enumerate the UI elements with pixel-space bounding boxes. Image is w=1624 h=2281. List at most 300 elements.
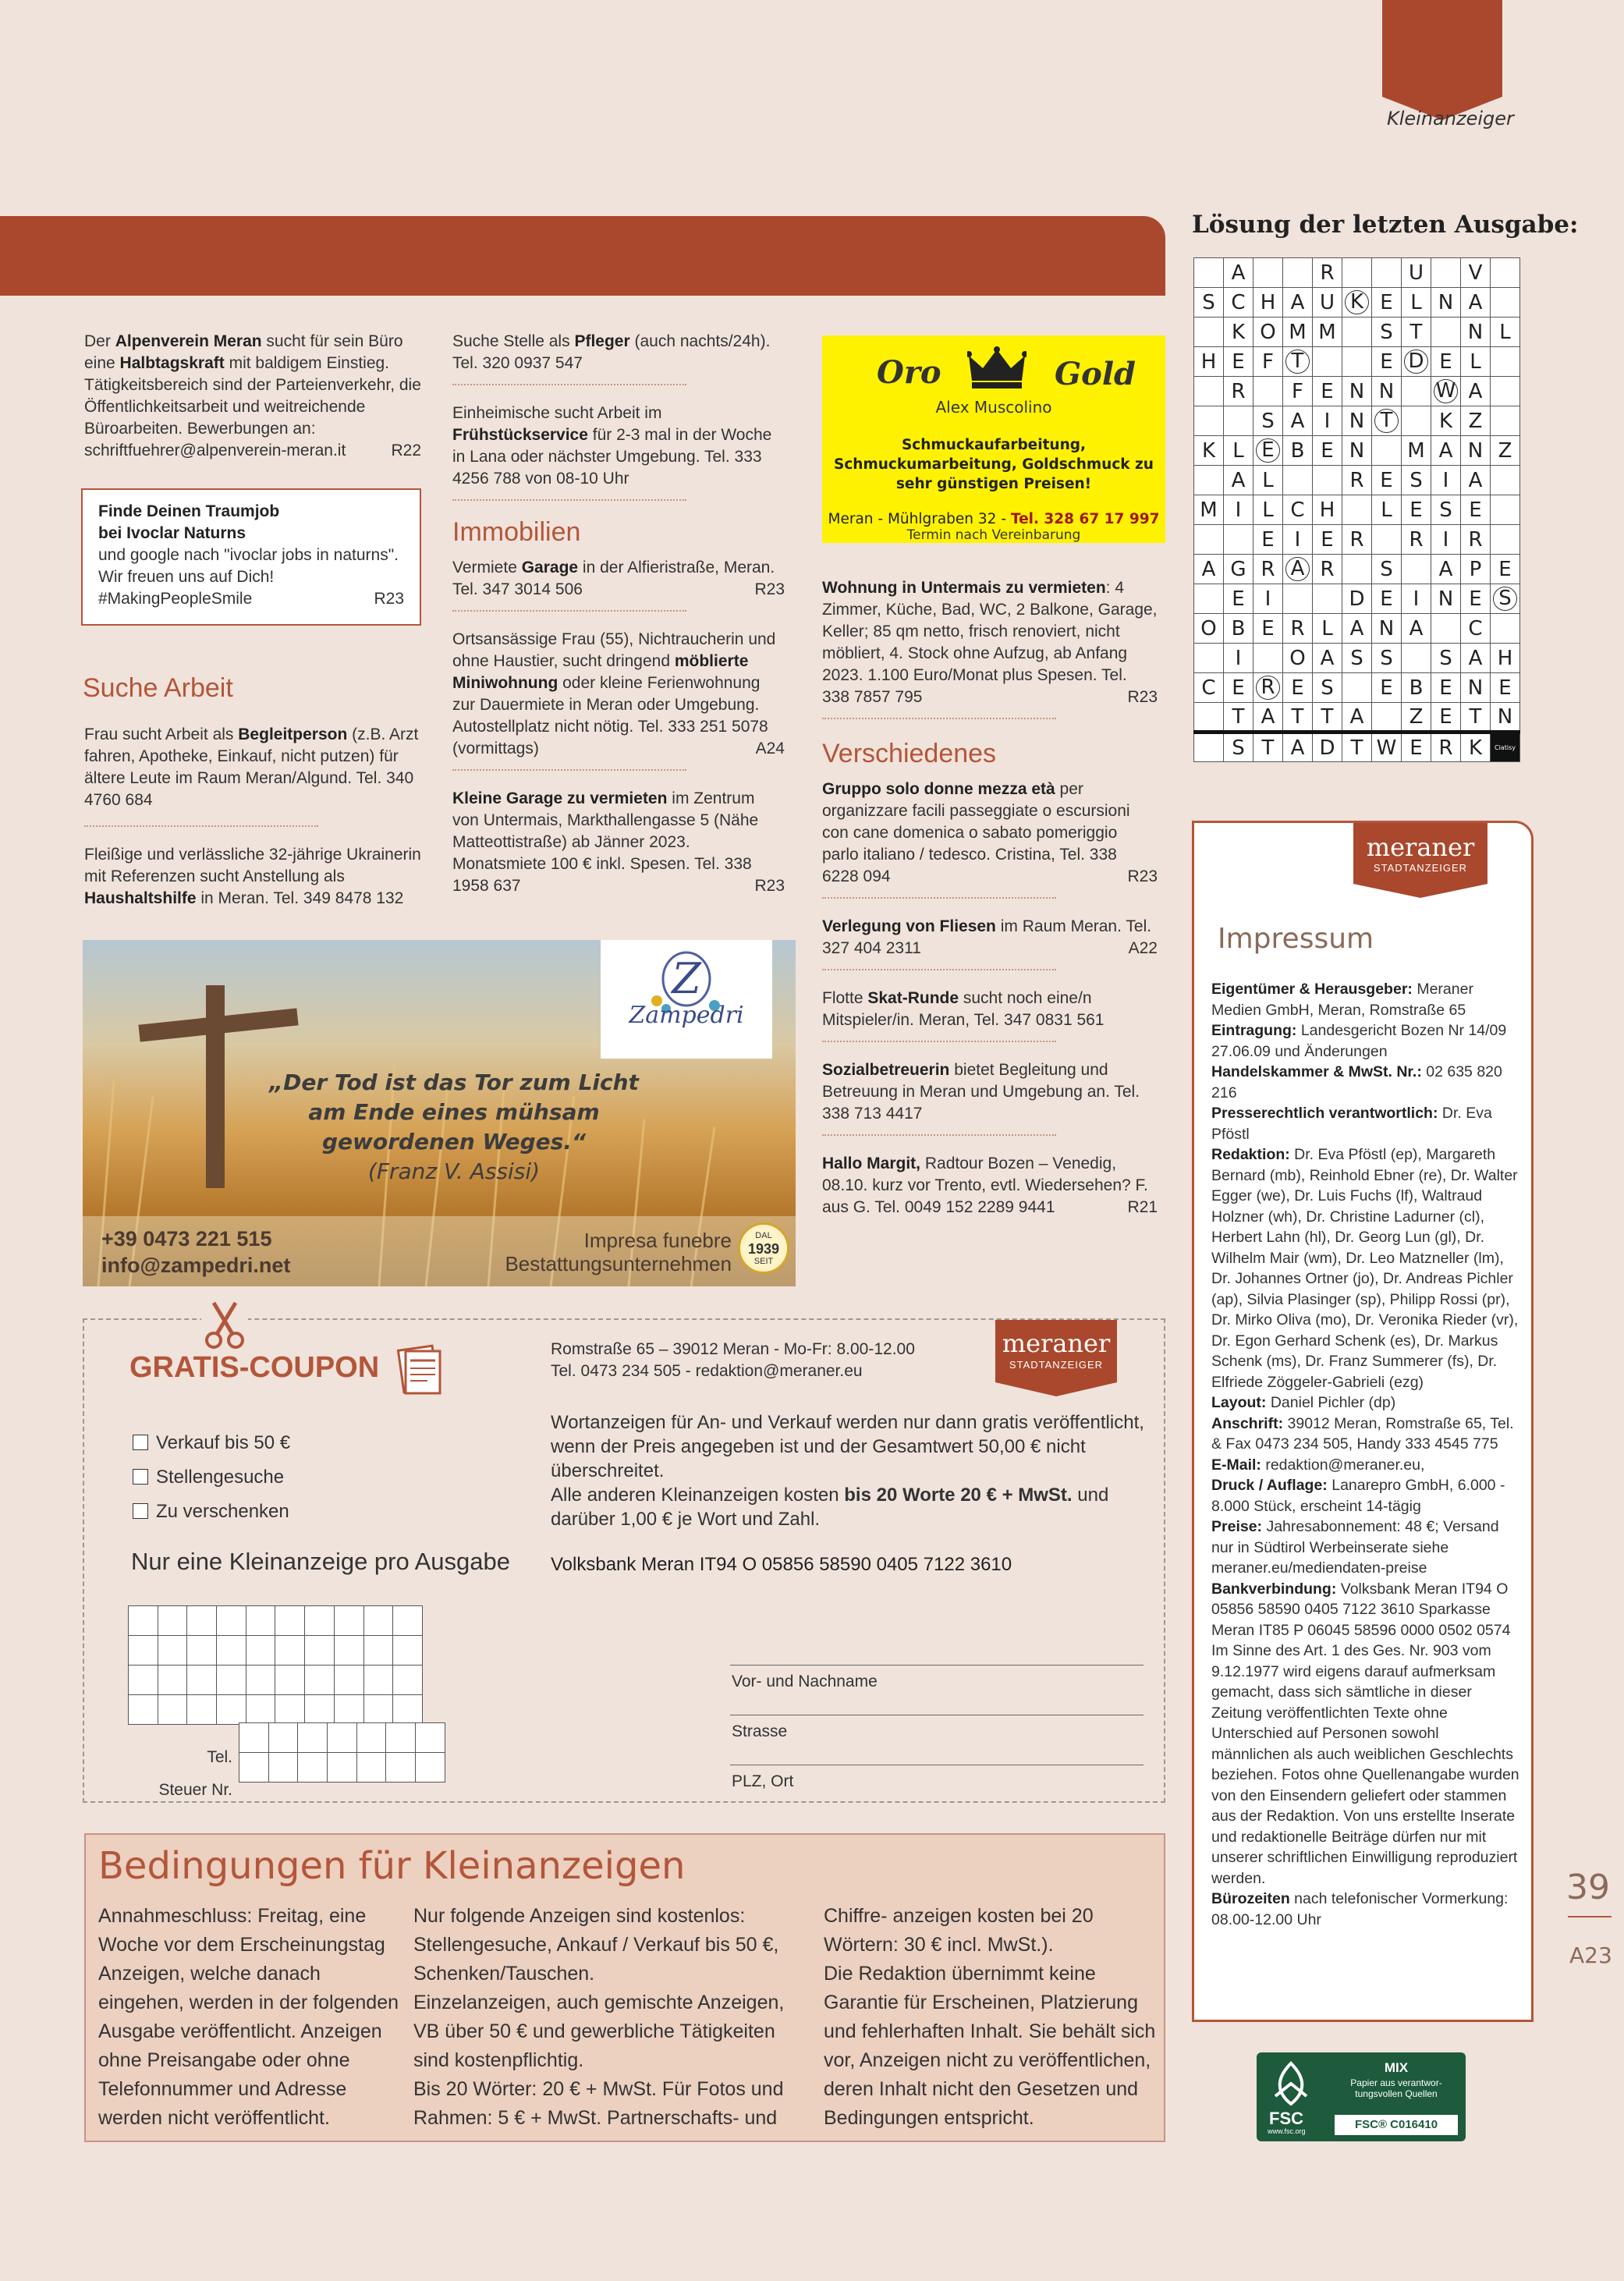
heading-immobilien: Immobilien [452, 517, 581, 547]
ad-zampedri [83, 940, 796, 1286]
crossword-cell: T [1283, 703, 1313, 733]
crossword-cell: Z [1491, 436, 1520, 466]
crossword-cell: A [1283, 288, 1313, 317]
crossword-cell: R [1342, 525, 1372, 555]
zampedri-logo: Z Zampedri [601, 940, 772, 1059]
crossword-cell [1491, 614, 1520, 644]
crossword-cell: A [1402, 614, 1431, 644]
crossword-cell: R [1283, 614, 1313, 644]
crossword-cell: N [1461, 436, 1491, 466]
header-tab [1382, 0, 1502, 97]
crossword-cell: G [1224, 555, 1253, 584]
conditions-col-3: Chiffre- anzeigen kosten bei 20 Wörtern: 30 € incl. MwSt.). Die Redaktion übernimmt keine Garantie für Erscheinen, Platzierung und fehlerhaften Inhalt. Sie behält sich vor, Anzeigen nicht zu veröffentlichen, deren Inhalt nicht den Gesetzen und Bedingungen entspricht. [824, 1905, 1156, 2129]
crossword-cell: R [1461, 525, 1491, 555]
grid-cell[interactable] [334, 1695, 363, 1725]
grid-cell[interactable] [305, 1695, 335, 1725]
grid-cell[interactable] [356, 1723, 386, 1753]
page-number: 39 [1566, 1868, 1610, 1907]
grid-cell[interactable] [305, 1666, 335, 1695]
crossword-cell: E [1372, 466, 1402, 495]
ad-alpenverein: Der Alpenverein Meran sucht für sein Büro eine Halbtagskraft mit baldigem Einstieg. Tätigkeitsbereich sind der Parteienverkehr, die Öffentlichkeitsarbeit und weitreichende Büroarbeiten. Bewerbungen an: schriftfuehrer@alpenverein-meran.it R22 [84, 332, 421, 459]
grid-cell[interactable] [386, 1723, 416, 1753]
grid-cell[interactable] [393, 1636, 423, 1666]
crossword-cell: E [1224, 584, 1253, 614]
grid-cell[interactable] [363, 1666, 393, 1695]
crossword-cell [1491, 466, 1520, 495]
crossword-cell [1253, 644, 1283, 673]
crossword-cell: I [1431, 525, 1461, 555]
crossword-cell: B [1402, 673, 1431, 703]
crossword-cell [1431, 258, 1461, 288]
crossword-credit: Ciatisy [1491, 733, 1520, 762]
crossword-cell: Z [1402, 703, 1431, 733]
crossword-cell [1283, 466, 1313, 495]
crossword-cell: L [1491, 317, 1520, 347]
grid-cell[interactable] [393, 1606, 423, 1636]
checkbox[interactable] [133, 1503, 148, 1519]
crossword-cell: L [1253, 466, 1283, 495]
coupon-title: GRATIS-COUPON [129, 1351, 380, 1384]
crossword-cell: N [1461, 673, 1491, 703]
crossword-cell: S [1402, 466, 1431, 495]
crossword-cell: M [1283, 317, 1313, 347]
crossword-cell: L [1402, 288, 1431, 317]
crossword-cell [1194, 644, 1224, 673]
crossword-cell: U [1313, 288, 1342, 317]
funeral-service: Impresa funebre Bestattungsunternehmen [505, 1229, 732, 1275]
conditions-box [84, 1833, 1165, 2142]
crossword-cell: N [1342, 436, 1372, 466]
crossword-cell: N [1372, 614, 1402, 644]
crossword-cell [1342, 555, 1372, 584]
crossword-grid [1193, 257, 1520, 762]
crossword-cell: T [1253, 733, 1283, 762]
crossword-cell: D [1402, 347, 1431, 377]
crossword-cell: S [1313, 673, 1342, 703]
crossword-cell: R [1253, 673, 1283, 703]
city-label: PLZ, Ort [732, 1772, 794, 1790]
crossword-cell [1194, 466, 1224, 495]
crossword-cell: N [1372, 377, 1402, 406]
crossword-cell: A [1461, 288, 1491, 317]
grid-cell[interactable] [298, 1723, 328, 1753]
grid-cell[interactable] [187, 1695, 217, 1725]
crossword-cell [1431, 614, 1461, 644]
crossword-cell: L [1224, 436, 1253, 466]
crossword-cell [1194, 406, 1224, 436]
crossword-cell: E [1283, 673, 1313, 703]
crossword-cell: A [1461, 644, 1491, 673]
grid-cell[interactable] [363, 1636, 393, 1666]
crossword-cell: S [1253, 406, 1283, 436]
grid-cell[interactable] [363, 1606, 393, 1636]
grid-cell[interactable] [217, 1636, 246, 1666]
crossword-cell: I [1313, 406, 1342, 436]
crossword-cell: M [1402, 436, 1431, 466]
grid-cell[interactable] [393, 1695, 423, 1725]
scissors-icon [201, 1300, 248, 1350]
crown-icon [967, 346, 1027, 390]
crossword-cell: T [1283, 347, 1313, 377]
crossword-cell [1313, 584, 1342, 614]
crossword-cell [1194, 258, 1224, 288]
crossword-cell: A [1283, 733, 1313, 762]
grid-cell[interactable] [187, 1666, 217, 1695]
crossword-cell: W [1431, 377, 1461, 406]
crossword-cell [1372, 258, 1402, 288]
grid-cell[interactable] [268, 1753, 298, 1783]
contact-field-labels: Tel. Steuer Nr. [158, 1748, 232, 1799]
grid-cell[interactable] [334, 1666, 363, 1695]
impressum-title: Impressum [1218, 923, 1374, 955]
crossword-cell: T [1402, 317, 1431, 347]
crossword-cell: A [1253, 703, 1283, 733]
crossword-cell: R [1313, 555, 1342, 584]
crossword-cell: V [1461, 258, 1491, 288]
crossword-cell: A [1342, 614, 1372, 644]
crossword-cell [1491, 495, 1520, 525]
grid-cell[interactable] [246, 1636, 275, 1666]
crossword-cell [1283, 584, 1313, 614]
ad-ivoclar-box: Finde Deinen Traumjob bei Ivoclar Naturns und google nach "ivoclar jobs in naturns". Wir freuen uns auf Dich! #MakingPeopleSmile R23 [81, 488, 421, 626]
crossword-cell: E [1431, 347, 1461, 377]
grid-cell[interactable] [158, 1666, 187, 1695]
crossword-cell: Z [1461, 406, 1491, 436]
crossword-cell: E [1461, 495, 1491, 525]
crossword-cell: I [1402, 584, 1431, 614]
coupon-contact: Romstraße 65 – 39012 Meran - Mo-Fr: 8.00-12.00 Tel. 0473 234 505 - redaktion@meraner.eu [551, 1340, 915, 1380]
crossword-cell [1402, 644, 1431, 673]
crossword-cell [1372, 525, 1402, 555]
crossword-cell [1253, 258, 1283, 288]
crossword-cell: N [1431, 584, 1461, 614]
crossword-cell: E [1372, 288, 1402, 317]
heading-verschiedenes: Verschiedenes [822, 739, 997, 768]
crossword-cell: N [1491, 703, 1520, 733]
crossword-cell [1431, 317, 1461, 347]
crossword-cell: N [1461, 317, 1491, 347]
crossword-cell [1402, 555, 1431, 584]
crossword-cell: I [1253, 584, 1283, 614]
grid-cell[interactable] [328, 1723, 357, 1753]
crossword-cell: O [1283, 644, 1313, 673]
grid-cell[interactable] [334, 1606, 363, 1636]
grid-cell[interactable] [129, 1636, 158, 1666]
crossword-cell: I [1224, 644, 1253, 673]
crossword-cell [1194, 584, 1224, 614]
page-divider [1568, 1916, 1612, 1917]
crossword-cell: E [1431, 703, 1461, 733]
crossword-cell: F [1283, 377, 1313, 406]
crossword-cell: S [1342, 644, 1372, 673]
crossword-cell: E [1224, 347, 1253, 377]
grid-cell[interactable] [239, 1723, 269, 1753]
crossword-cell: E [1402, 733, 1431, 762]
crossword-cell: A [1431, 436, 1461, 466]
crossword-cell: N [1342, 406, 1372, 436]
grid-cell[interactable] [217, 1666, 246, 1695]
crossword-cell [1313, 347, 1342, 377]
crossword-cell: U [1402, 258, 1431, 288]
crossword-cell: E [1372, 584, 1402, 614]
grid-cell[interactable] [129, 1695, 158, 1725]
grid-cell[interactable] [356, 1753, 386, 1783]
funeral-contact: +39 0473 221 515 info@zampedri.net [101, 1227, 291, 1277]
crossword-cell: E [1461, 584, 1491, 614]
crossword-cell [1491, 406, 1520, 436]
name-line[interactable] [730, 1665, 1144, 1666]
crossword-cell: R [1431, 733, 1461, 762]
crossword-cell: S [1372, 317, 1402, 347]
crossword-cell: S [1431, 644, 1461, 673]
crossword-cell: S [1372, 644, 1402, 673]
grid-cell[interactable] [275, 1606, 305, 1636]
one-ad-note: Nur eine Kleinanzeige pro Ausgabe [131, 1548, 511, 1575]
grid-cell[interactable] [158, 1606, 187, 1636]
header-banner [0, 216, 1165, 296]
crossword-cell [1491, 347, 1520, 377]
crossword-cell: E [1253, 614, 1283, 644]
option-verkauf[interactable]: Verkauf bis 50 € [133, 1426, 290, 1460]
crossword-cell: E [1313, 525, 1342, 555]
checkbox[interactable] [133, 1469, 148, 1485]
crossword-cell [1402, 406, 1431, 436]
crossword-cell [1342, 347, 1372, 377]
section-label: Kleinanzeiger [1387, 108, 1514, 129]
grid-cell[interactable] [298, 1753, 328, 1783]
crossword-cell: H [1313, 495, 1342, 525]
crossword-cell: B [1283, 436, 1313, 466]
grid-cell[interactable] [239, 1753, 269, 1783]
grid-cell[interactable] [217, 1606, 246, 1636]
crossword-cell: F [1253, 347, 1283, 377]
crossword-cell: A [1194, 555, 1224, 584]
crossword-cell: T [1461, 703, 1491, 733]
crossword-cell: T [1313, 703, 1342, 733]
crossword-cell [1224, 406, 1253, 436]
crossword-cell: N [1342, 377, 1372, 406]
conditions-col-2: Nur folgende Anzeigen sind kostenlos: Stellengesuche, Ankauf / Verkauf bis 50 €, Schenken/Tauschen. Einzelanzeigen, auch gemischte Anzeigen, VB über 50 € und gewerbliche Tätigkeiten sind kostenpflichtig. Bis 20 Wörter: 20 € + MwSt. Für Fotos und Rahmen: 5 € + MwSt. Partnerschafts- und [413, 1905, 785, 2129]
crossword-cell [1194, 733, 1224, 762]
crossword-cell: M [1313, 317, 1342, 347]
conditions-col-1: Annahmeschluss: Freitag, eine Woche vor dem Erscheinungstag Anzeigen, welche danach eingehen, werden in der folgenden Ausgabe veröffentlicht. Anzeigen ohne Preisangabe oder ohne Telefonnummer und Adresse werden nicht veröffentlicht. [98, 1905, 399, 2129]
crossword-cell: D [1313, 733, 1342, 762]
crossword-cell: R [1224, 377, 1253, 406]
grid-cell[interactable] [217, 1695, 246, 1725]
crossword-cell: I [1431, 466, 1461, 495]
grid-cell[interactable] [187, 1606, 217, 1636]
crossword-cell: A [1224, 258, 1253, 288]
crossword-cell: E [1313, 377, 1342, 406]
grid-cell[interactable] [129, 1666, 158, 1695]
crossword-cell: A [1313, 644, 1342, 673]
crossword-cell: C [1461, 614, 1491, 644]
crossword-cell: K [1342, 288, 1372, 317]
crossword-cell [1342, 258, 1372, 288]
crossword-cell: C [1224, 288, 1253, 317]
fsc-tree-icon [1268, 2060, 1314, 2109]
grid-cell[interactable] [187, 1636, 217, 1666]
impressum-text: Eigentümer & Herausgeber: Meraner Medien GmbH, Meran, Romstraße 65 Eintragung: Landesgericht Bozen Nr 14/09 27.06.09 und Änderungen Handelskammer & MwSt. Nr.: 02 635 820 216 Presserechtlich verantwortlich: Dr. Eva Pföstl Redaktion: Dr. Eva Pföstl (ep), Margareth Bernard (mb), Reinhold Ebner (re), Dr. Walter Egger (we), Dr. Luis Fuchs (lf), Waltraud Holzner (wh), Dr. Christine Ladurner (cl), Herbert Lahn (hl), Dr. Georg Lun (gl), Dr. Wilhelm Mair (wm), Dr. Leo Matzneller (lm), Dr. Johannes Ortner (jo), Dr. Andreas Pichler (ap), Silvia Plasinger (sp), Philipp Rossi (pr), Dr. Mirko Oliva (mo), Dr. Veronika Rieder (vr), Dr. Egon Gerhard Schenk (es), Dr. Markus Schenk (ms), Dr. Franz Summerer (fs), Dr. Elfriede Zöggeler-Gabrieli (ezg) Layout: Daniel Pichler (dp) Anschrift: 39012 Meran, Romstraße 65, Tel. & Fax 0473 234 505, Handy 333 4545 775 E-Mail: redaktion@meraner.eu, Druck / Auflage: Lanarepro GmbH, 6.000 - 8.000 Stück, erscheint 14-tägig Preise: Jahresabonnement: 48 €; Versand nur in Südtirol Werbeinserate siehe meraner.eu/mediendaten-preise Bankverbindung: Volksbank Meran IT94 O 05856 58590 0405 7122 3610 Sparkasse Meran IT85 P 06045 58596 0000 0502 0574 Im Sinne des Art. 1 des Ges. Nr. 903 vom 9.12.1977 wird eigens darauf aufmerksam gemacht, dass sich sämtliche in dieser Zeitung veröffentlichten Texte ohne Unterschied auf Personen sowohl männlichen als auch weiblichen Geschlechts beziehen. Fotos ohne Quellenangabe wurden von den Einsendern geliefert oder stammen aus der Redaktion. Von uns erstellte Inserate und redaktionelle Beiträge dürfen nur mit unserer schriftlichen Einwilligung reproduziert werden. Bürozeiten nach telefonischer Vormerkung: 08.00-12.00 Uhr [1211, 981, 1519, 1928]
crossword-cell [1194, 317, 1224, 347]
crossword-cell: C [1283, 495, 1313, 525]
crossword-cell: H [1253, 288, 1283, 317]
crossword-cell [1372, 436, 1402, 466]
crossword-cell: H [1491, 644, 1520, 673]
grid-cell[interactable] [158, 1695, 187, 1725]
crossword-cell: L [1461, 347, 1491, 377]
column-2: Suche Stelle als Pfleger (auch nachts/24h). Tel. 320 0937 547 Einheimische sucht Arbeit im Frühstückservice für 2-3 mal in der Woche in Lana oder nächster Umgebung. Tel. 333 4256 788 von 08-10 Uhr Immobilien Vermiete Garage in der Alfieristraße, Meran. Tel. 347 3014 506 R23 Ortsansässige Frau (55), Nichtraucherin und ohne Haustier, sucht dringend möblierte Miniwohnung oder kleine Ferienwohnung zur Dauermiete in Meran oder Umgebung. Autostellplatz nicht nötig. Tel. 333 251 5078 (vormittags) A24 Kleine Garage zu vermieten im Zentrum von Untermais, Markthallengasse 5 (Nähe Matteottistraße) ab Jänner 2023. Monatsmiete 100 € inkl. Spesen. Tel. 338 1958 637 R23 [452, 332, 785, 895]
grid-cell[interactable] [393, 1666, 423, 1695]
grid-cell[interactable] [416, 1753, 445, 1783]
grid-cell[interactable] [275, 1695, 305, 1725]
crossword-cell: C [1194, 673, 1224, 703]
crossword-cell: L [1253, 495, 1283, 525]
crossword-cell: A [1342, 703, 1372, 733]
crossword-cell: R [1402, 525, 1431, 555]
crossword-cell: K [1224, 317, 1253, 347]
crossword-cell: R [1253, 555, 1283, 584]
crossword-cell: E [1224, 673, 1253, 703]
grid-cell[interactable] [386, 1753, 416, 1783]
fsc-badge: FSC www.fsc.org MIX Papier aus verantwor- tungsvollen Quellen FSC® C016410 [1257, 2052, 1466, 2141]
impressum-logo: meraner STADTANZEIGER [1353, 823, 1487, 884]
crossword-cell [1491, 525, 1520, 555]
crossword-cell: E [1313, 436, 1342, 466]
heading-suche-arbeit: Suche Arbeit [83, 673, 233, 703]
option-stellengesuche[interactable]: Stellengesuche [133, 1460, 290, 1495]
crossword-cell: K [1194, 436, 1224, 466]
crossword-cell [1491, 288, 1520, 317]
grid-cell[interactable] [416, 1723, 445, 1753]
crossword-cell: O [1253, 317, 1283, 347]
word-grid[interactable] [128, 1605, 423, 1725]
conditions-title: Bedingungen für Kleinanzeigen [98, 1844, 686, 1888]
crossword-cell [1402, 377, 1431, 406]
crossword-cell: A [1224, 466, 1253, 495]
page-code: A23 [1569, 1942, 1612, 1968]
newspaper-icon [396, 1343, 445, 1395]
ad-oro-gold: Oro Gold Alex Muscolino Schmuckaufarbeitung, Schmuckumarbeitung, Goldschmuck zu sehr günstigen Preisen! Meran - Mühlgraben 32 - Tel. 328 67 17 997 Termin nach Vereinbarung [822, 335, 1165, 543]
name-label: Vor- und Nachname [732, 1673, 878, 1690]
funeral-quote: „Der Tod ist das Tor zum Licht am Ende eines mühsam gewordenen Weges.“ (Franz V. Assisi) [269, 1070, 639, 1184]
grid-cell[interactable] [246, 1695, 275, 1725]
crossword-cell: O [1194, 614, 1224, 644]
crossword-cell [1342, 495, 1372, 525]
crossword-cell: T [1224, 703, 1253, 733]
crossword-cell: A [1283, 555, 1313, 584]
ad-begleitperson: Frau sucht Arbeit als Begleitperson (z.B. Arzt fahren, Apotheke, Einkauf, nicht putzen) für ältere Leute im Raum Meran/Algund. Tel. 340 4760 684 Fleißige und verlässliche 32-jährige Ukrainerin mit Referenzen sucht Anstellung als Haushaltshilfe in Meran. Tel. 349 8478 132 [84, 725, 421, 907]
crossword-cell [1194, 525, 1224, 555]
grid-cell[interactable] [275, 1666, 305, 1695]
crossword-cell: I [1224, 495, 1253, 525]
column-3: Wohnung in Untermais zu vermieten: 4 Zimmer, Küche, Bad, WC, 2 Balkone, Garage, Keller; 85 qm netto, frisch renoviert, nicht möbliert, 4. Stock ohne Aufzug, ab Anfang 2023. 1.100 Euro/Monat plus Spesen. Tel. 338 7857 795 R23 Verschiedenes Gruppo solo donne mezza età per organizzare facili passeggiate o escursioni con cane domenica o sabato pomeriggio parlo italiano / tedesco. Cristina, Tel. 338 6228 094 R23 Verlegung von Fliesen im Raum Meran. Tel. 327 404 2311 A22 Flotte Skat-Runde sucht noch eine/n Mitspieler/in. Meran, Tel. 347 0831 561 Sozialbetreuerin bietet Begleitung und Betreuung in Meran und Umgebung an. Tel. 338 713 4417 Hallo Margit, Radtour Bozen – Venedig, 08.10. kurz vor Trento, evtl. Wiedersehen? F. aus G. Tel. 0049 152 2289 9441 R21 [822, 579, 1158, 1216]
crossword-cell: E [1431, 673, 1461, 703]
crossword-cell: R [1313, 258, 1342, 288]
coupon-info: Wortanzeigen für An- und Verkauf werden nur dann gratis veröffentlicht, wenn der Preis angegeben ist und der Gesamtwert 50,00 € nicht überschreitet. Alle anderen Kleinanzeigen kosten bis 20 Worte 20 € + MwSt. und darüber 1,00 € je Wort und Zahl. [551, 1412, 1144, 1530]
grid-cell[interactable] [305, 1636, 335, 1666]
grid-cell[interactable] [334, 1636, 363, 1666]
crossword-cell [1372, 703, 1402, 733]
crossword-cell [1491, 377, 1520, 406]
grid-cell[interactable] [275, 1636, 305, 1666]
crossword-cell: S [1372, 555, 1402, 584]
impressum-box [1192, 821, 1534, 2135]
crossword-cell: E [1253, 525, 1283, 555]
crossword-cell [1283, 258, 1313, 288]
crossword-cell [1194, 703, 1224, 733]
crossword-title: Lösung der letzten Ausgabe: [1192, 211, 1579, 239]
crossword-cell [1491, 258, 1520, 288]
coupon-bank: Volksbank Meran IT94 O 05856 58590 0405 7122 3610 [551, 1554, 1012, 1575]
crossword-cell: N [1431, 288, 1461, 317]
crossword-cell: E [1402, 495, 1431, 525]
crossword-cell: L [1313, 614, 1342, 644]
since-1939-seal: DAL 1939 SEIT [738, 1222, 789, 1274]
meraner-logo: meraner STADTANZEIGER [995, 1320, 1117, 1382]
crossword-cell: W [1372, 733, 1402, 762]
crossword-cell: S [1431, 495, 1461, 525]
crossword-cell: M [1194, 495, 1224, 525]
contact-grid[interactable] [239, 1722, 445, 1783]
option-verschenken[interactable]: Zu verschenken [133, 1495, 290, 1529]
grid-cell[interactable] [246, 1606, 275, 1636]
crossword-cell [1342, 673, 1372, 703]
crossword-cell: R [1342, 466, 1372, 495]
grid-cell[interactable] [158, 1636, 187, 1666]
crossword-cell: E [1491, 555, 1520, 584]
crossword-cell: H [1194, 347, 1224, 377]
grid-cell[interactable] [246, 1666, 275, 1695]
crossword-cell: A [1461, 466, 1491, 495]
grid-cell[interactable] [305, 1606, 335, 1636]
crossword-cell: E [1253, 436, 1283, 466]
crossword-cell: D [1342, 584, 1372, 614]
grid-cell[interactable] [328, 1753, 357, 1783]
crossword-cell: L [1372, 495, 1402, 525]
crossword-cell: A [1283, 406, 1313, 436]
crossword-cell: T [1342, 733, 1372, 762]
crossword-cell: E [1372, 347, 1402, 377]
crossword-cell: E [1372, 673, 1402, 703]
crossword-cell [1194, 377, 1224, 406]
crossword-cell: P [1461, 555, 1491, 584]
crossword-cell: K [1431, 406, 1461, 436]
crossword-cell [1253, 377, 1283, 406]
crossword-cell: B [1224, 614, 1253, 644]
crossword-cell: S [1491, 584, 1520, 614]
crossword-cell [1224, 525, 1253, 555]
crossword-cell: K [1461, 733, 1491, 762]
svg-text:Z: Z [672, 954, 701, 1003]
checkbox[interactable] [133, 1435, 148, 1450]
crossword-cell: A [1431, 555, 1461, 584]
grid-cell[interactable] [363, 1695, 393, 1725]
crossword-cell [1342, 317, 1372, 347]
crossword-cell: A [1461, 377, 1491, 406]
grid-cell[interactable] [129, 1606, 158, 1636]
crossword-cell: T [1372, 406, 1402, 436]
grid-cell[interactable] [268, 1723, 298, 1753]
crossword-cell [1313, 466, 1342, 495]
crossword-cell: E [1491, 673, 1520, 703]
street-label: Strasse [732, 1722, 788, 1740]
crossword-cell: S [1224, 733, 1253, 762]
gratis-coupon [83, 1318, 1165, 1803]
crossword-cell: S [1194, 288, 1224, 317]
crossword-cell: I [1283, 525, 1313, 555]
coupon-options [133, 1426, 290, 1529]
